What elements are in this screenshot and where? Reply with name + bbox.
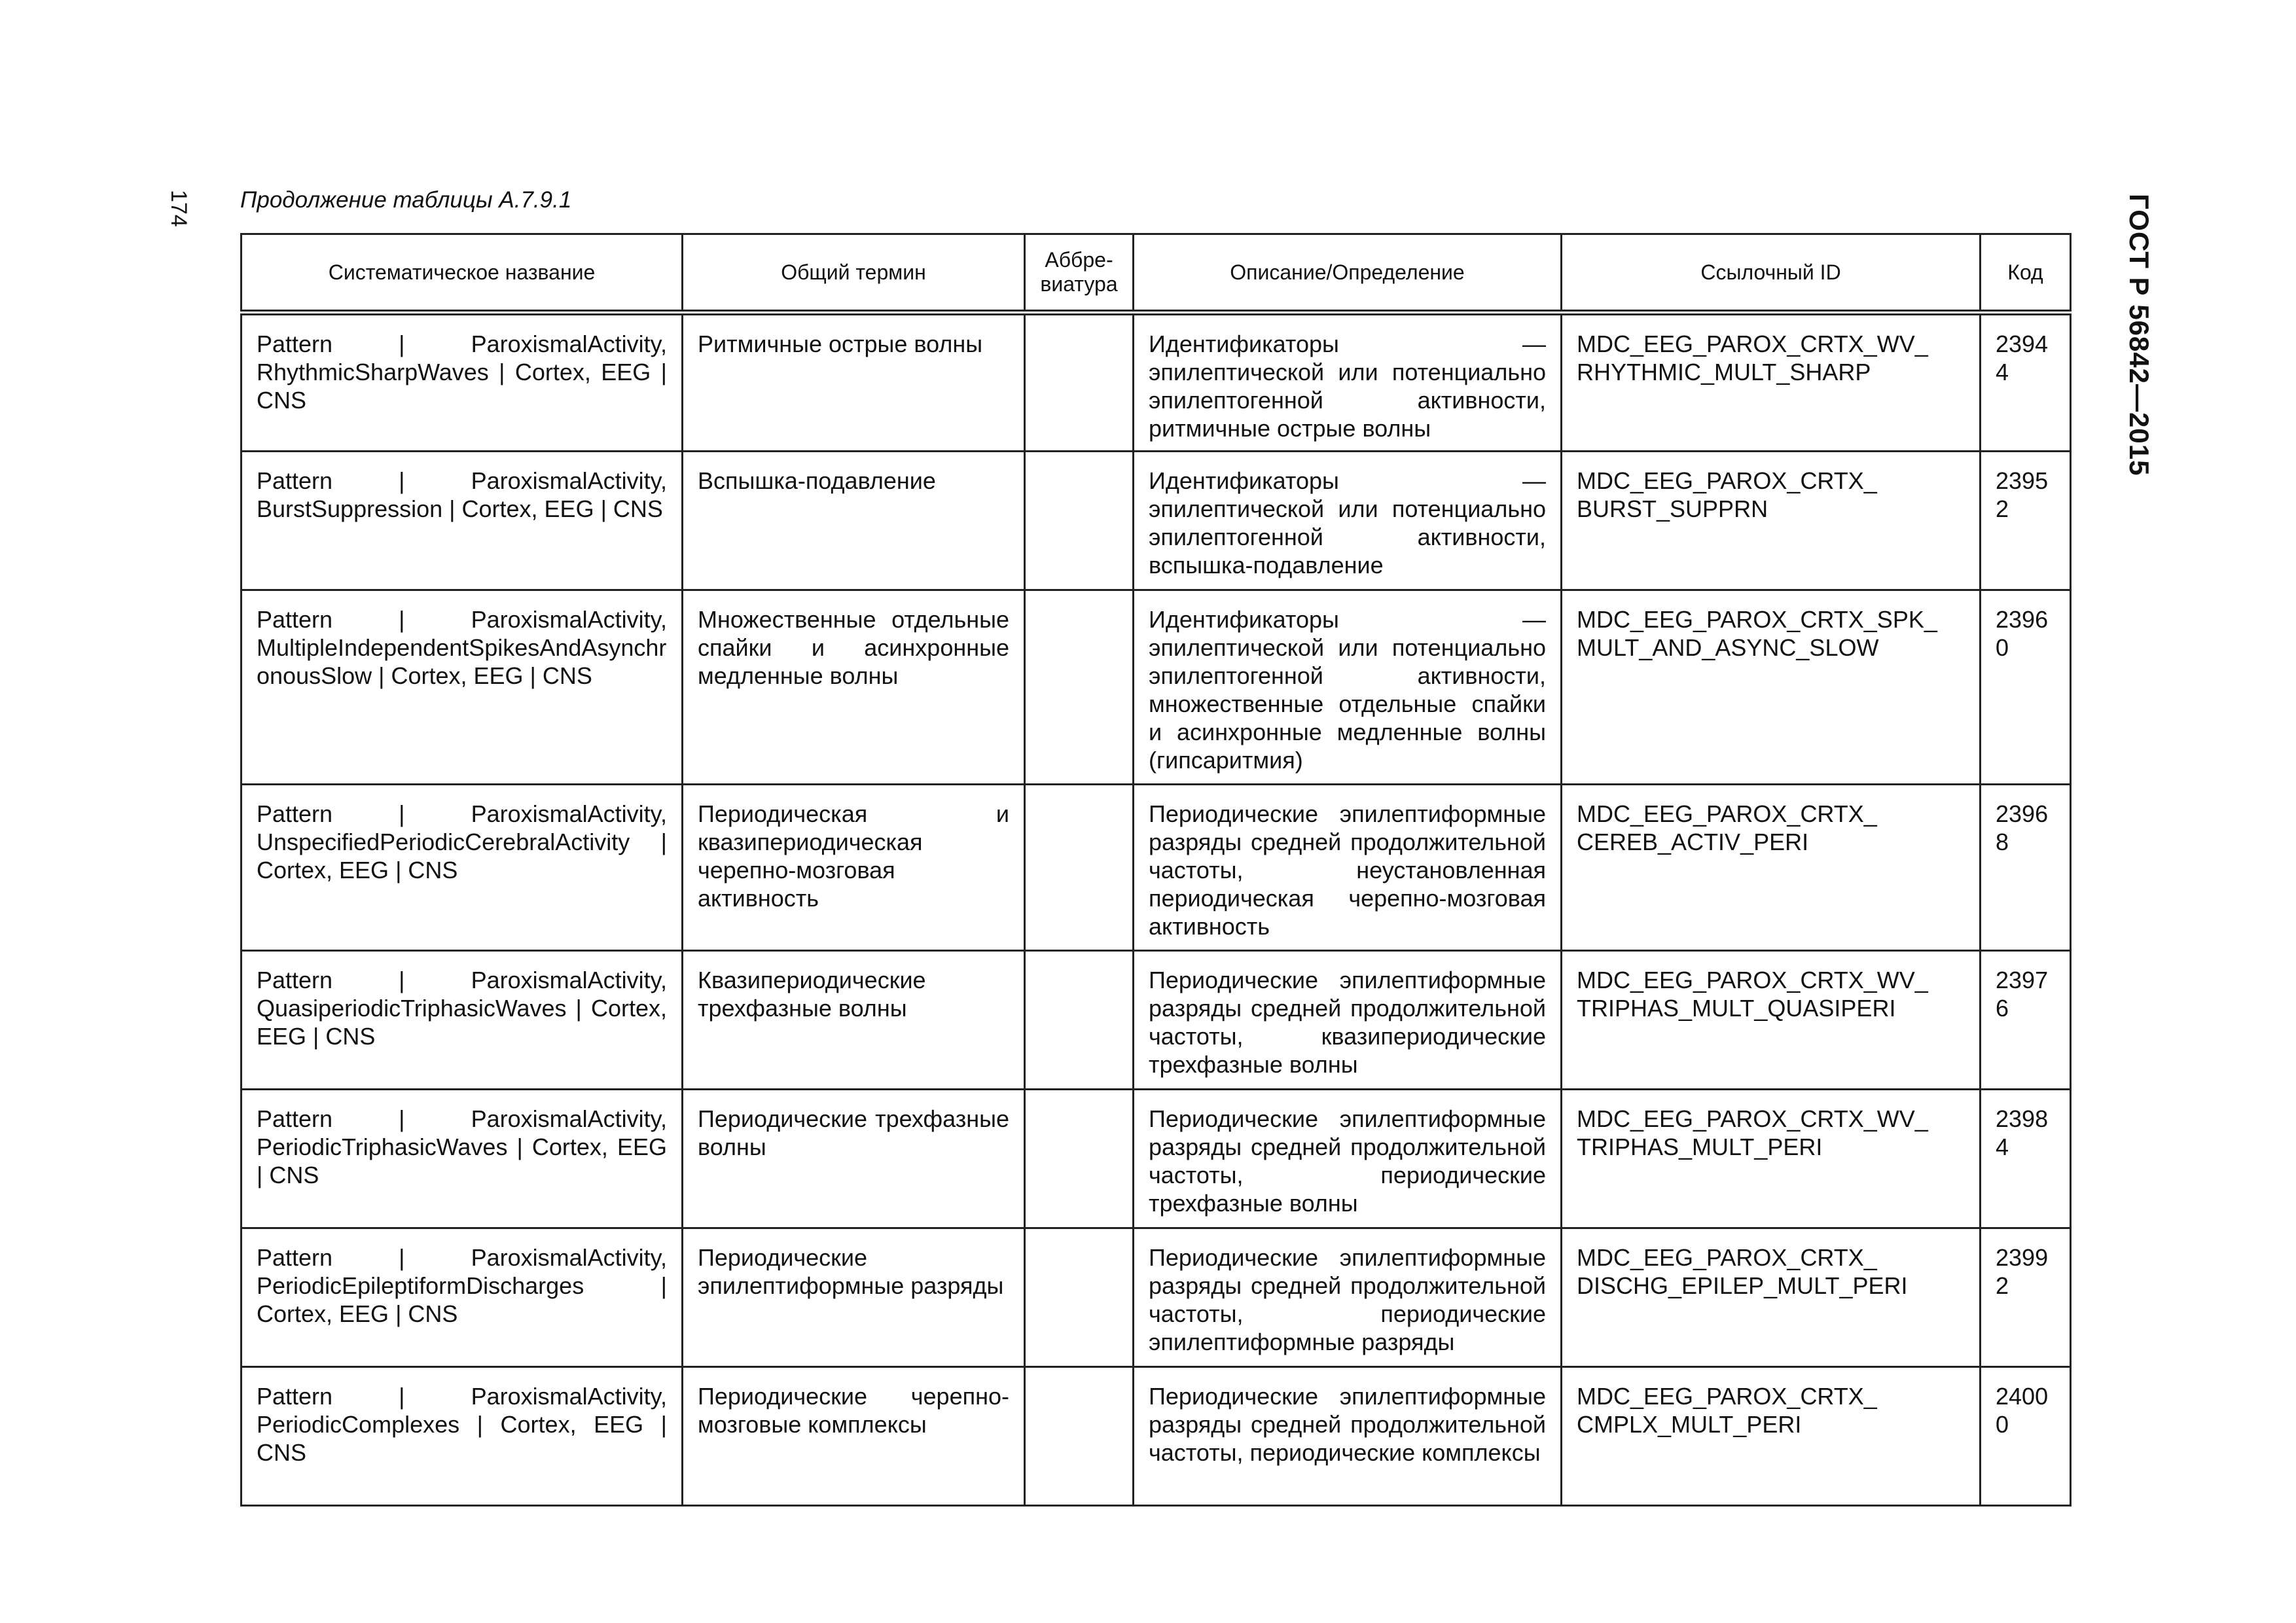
cell-abbreviation — [1025, 1367, 1134, 1506]
cell-systematic-name: Pattern | ParoxismalActivity, RhythmicSharpWaves | Cortex, EEG | CNS — [242, 313, 683, 452]
cell-abbreviation — [1025, 1228, 1134, 1367]
cell-abbreviation — [1025, 785, 1134, 951]
cell-description: Идентификаторы — эпилептической или потенциально эпилептогенной активности, вспышка-подавление — [1134, 452, 1562, 590]
header-common-term: Общий термин — [683, 234, 1025, 313]
page-number: 174 — [166, 190, 191, 227]
table-row — [242, 1367, 2071, 1506]
table-caption: Продолжение таблицы А.7.9.1 — [240, 187, 572, 213]
cell-systematic-name: Pattern | ParoxismalActivity, UnspecifiedPeriodicCerebralActivity | Cortex, EEG | CNS — [242, 785, 683, 951]
cell-description: Идентификаторы — эпилептической или потенциально эпилептогенной активности, множественные отдельные спайки и асинхронные медленные волны (гипсаритмия) — [1134, 590, 1562, 785]
cell-systematic-name: Pattern | ParoxismalActivity, QuasiperiodicTriphasicWaves | Cortex, EEG | CNS — [242, 951, 683, 1090]
cell-description: Периодические эпилептиформные разряды средней продолжительной частоты, неустановленная периодическая черепно-мозговая активность — [1134, 785, 1562, 951]
cell-systematic-name: Pattern | ParoxismalActivity, BurstSuppression | Cortex, EEG | CNS — [242, 452, 683, 590]
cell-reference-id: MDC_EEG_PAROX_CRTX_ BURST_SUPPRN — [1562, 452, 1981, 590]
header-description: Описание/Определение — [1134, 234, 1562, 313]
header-systematic-name: Систематическое название — [242, 234, 683, 313]
cell-systematic-name: Pattern | ParoxismalActivity, PeriodicTriphasicWaves | Cortex, EEG | CNS — [242, 1090, 683, 1228]
cell-abbreviation — [1025, 590, 1134, 785]
cell-code: 23960 — [1981, 590, 2071, 785]
cell-reference-id: MDC_EEG_PAROX_CRTX_WV_ TRIPHAS_MULT_PERI — [1562, 1090, 1981, 1228]
table-row — [242, 1228, 2071, 1367]
cell-reference-id: MDC_EEG_PAROX_CRTX_ DISCHG_EPILEP_MULT_PERI — [1562, 1228, 1981, 1367]
cell-abbreviation — [1025, 313, 1134, 452]
header-abbreviation: Аббре-виатура — [1025, 234, 1134, 313]
table-row — [242, 452, 2071, 590]
cell-description: Идентификаторы — эпилептической или потенциально эпилептогенной активности, ритмичные острые волны — [1134, 313, 1562, 452]
cell-common-term: Периодические трехфазные волны — [683, 1090, 1025, 1228]
cell-description: Периодические эпилептиформные разряды средней продолжительной частоты, квазипериодические трехфазные волны — [1134, 951, 1562, 1090]
cell-reference-id: MDC_EEG_PAROX_CRTX_ CEREB_ACTIV_PERI — [1562, 785, 1981, 951]
cell-code: 24000 — [1981, 1367, 2071, 1506]
cell-code: 23976 — [1981, 951, 2071, 1090]
cell-reference-id: MDC_EEG_PAROX_CRTX_WV_ RHYTHMIC_MULT_SHARP — [1562, 313, 1981, 452]
table-row — [242, 313, 2071, 452]
cell-reference-id: MDC_EEG_PAROX_CRTX_SPK_ MULT_AND_ASYNC_SLOW — [1562, 590, 1981, 785]
cell-reference-id: MDC_EEG_PAROX_CRTX_WV_ TRIPHAS_MULT_QUASIPERI — [1562, 951, 1981, 1090]
cell-abbreviation — [1025, 1090, 1134, 1228]
cell-abbreviation — [1025, 951, 1134, 1090]
table-row — [242, 785, 2071, 951]
cell-code: 23968 — [1981, 785, 2071, 951]
cell-description: Периодические эпилептиформные разряды средней продолжительной частоты, периодические эпилептиформные разряды — [1134, 1228, 1562, 1367]
cell-code: 23944 — [1981, 313, 2071, 452]
table-row — [242, 1090, 2071, 1228]
cell-code: 23992 — [1981, 1228, 2071, 1367]
cell-systematic-name: Pattern | ParoxismalActivity, PeriodicEpileptiformDischarges | Cortex, EEG | CNS — [242, 1228, 683, 1367]
cell-systematic-name: Pattern | ParoxismalActivity, PeriodicComplexes | Cortex, EEG | CNS — [242, 1367, 683, 1506]
cell-common-term: Периодические черепно-мозговые комплексы — [683, 1367, 1025, 1506]
document-code: ГОСТ Р 56842—2015 — [2124, 194, 2155, 476]
cell-common-term: Периодическая и квазипериодическая черепно-мозговая активность — [683, 785, 1025, 951]
cell-common-term: Квазипериодические трехфазные волны — [683, 951, 1025, 1090]
header-code: Код — [1981, 234, 2071, 313]
cell-common-term: Ритмичные острые волны — [683, 313, 1025, 452]
cell-description: Периодические эпилептиформные разряды средней продолжительной частоты, периодические трехфазные волны — [1134, 1090, 1562, 1228]
cell-systematic-name: Pattern | ParoxismalActivity, MultipleIndependentSpikesAndAsynchronousSlow | Cortex, EEG | CNS — [242, 590, 683, 785]
cell-common-term: Периодические эпилептиформные разряды — [683, 1228, 1025, 1367]
cell-common-term: Вспышка-подавление — [683, 452, 1025, 590]
table-row — [242, 590, 2071, 785]
cell-common-term: Множественные отдельные спайки и асинхронные медленные волны — [683, 590, 1025, 785]
table-header-row — [242, 234, 2071, 313]
table-row — [242, 951, 2071, 1090]
cell-code: 23984 — [1981, 1090, 2071, 1228]
cell-reference-id: MDC_EEG_PAROX_CRTX_ CMPLX_MULT_PERI — [1562, 1367, 1981, 1506]
cell-code: 23952 — [1981, 452, 2071, 590]
header-reference-id: Ссылочный ID — [1562, 234, 1981, 313]
terms-table — [240, 233, 2072, 1507]
cell-abbreviation — [1025, 452, 1134, 590]
cell-description: Периодические эпилептиформные разряды средней продолжительной частоты, периодические комплексы — [1134, 1367, 1562, 1506]
